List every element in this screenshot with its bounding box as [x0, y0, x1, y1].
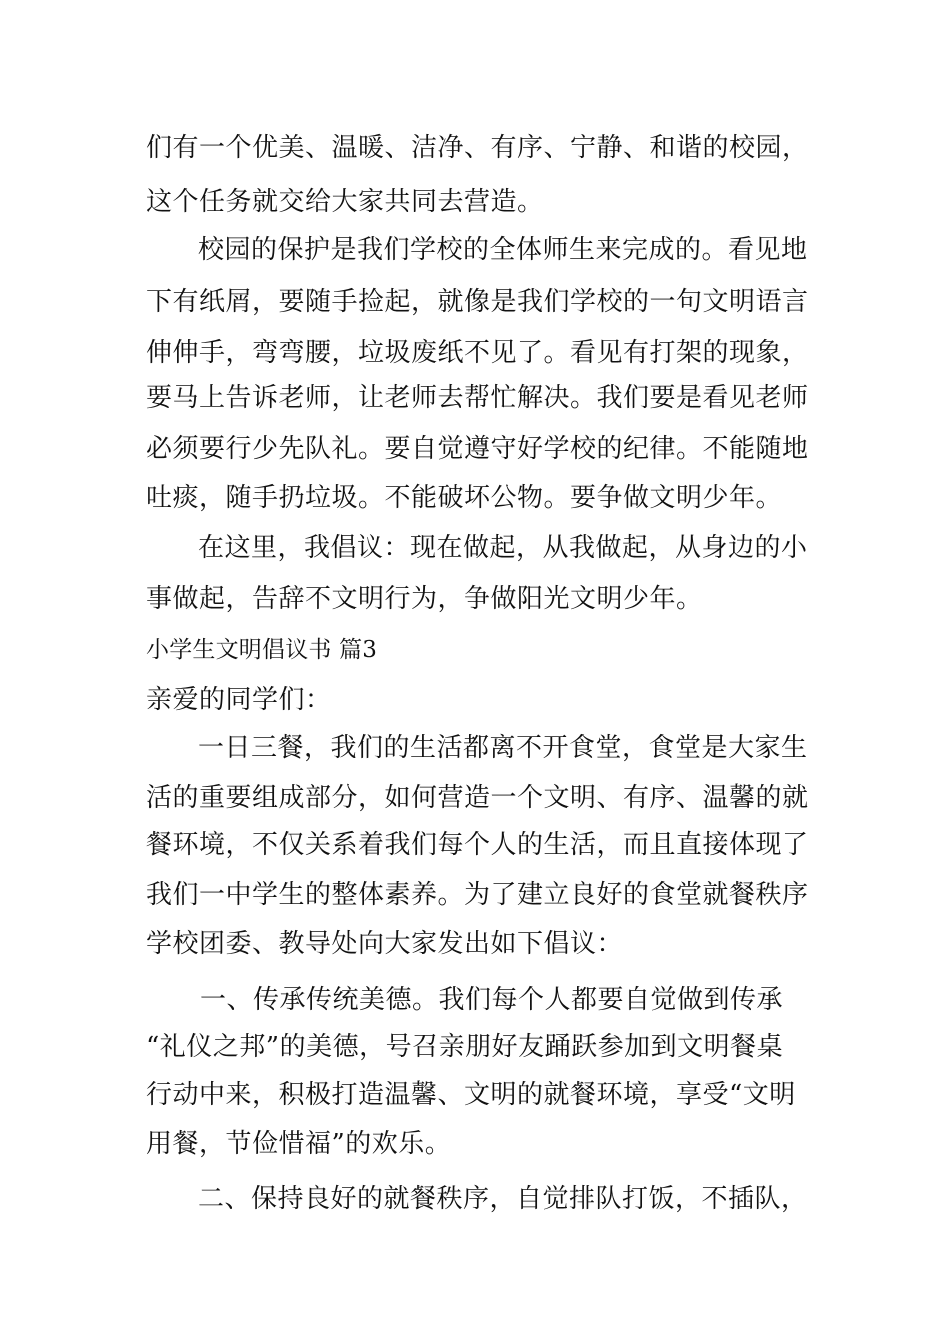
paragraph-line: 用餐，节俭惜福”的欢乐。: [146, 1129, 452, 1159]
paragraph-line: 校园的保护是我们学校的全体师生来完成的。看见地: [198, 235, 808, 265]
paragraph-line: 一、传承传统美德。我们每个人都要自觉做到传承: [200, 985, 784, 1015]
paragraph-line: 必须要行少先队礼。要自觉遵守好学校的纪律。不能随地: [146, 434, 809, 464]
paragraph-line: 要马上告诉老师，让老师去帮忙解决。我们要是看见老师: [146, 383, 809, 413]
paragraph-line: 一日三餐，我们的生活都离不开食堂，食堂是大家生: [198, 733, 808, 763]
paragraph-line: 们有一个优美、温暖、洁净、有序、宁静、和谐的校园，: [146, 133, 809, 163]
paragraph-line: 二、保持良好的就餐秩序，自觉排队打饭，不插队，: [198, 1184, 808, 1214]
paragraph-line: 餐环境，不仅关系着我们每个人的生活，而且直接体现了: [146, 830, 809, 860]
paragraph-line: 在这里，我倡议：现在做起，从我做起，从身边的小: [198, 533, 808, 563]
paragraph-line: 活的重要组成部分，如何营造一个文明、有序、温馨的就: [146, 783, 809, 813]
paragraph-line: 学校团委、教导处向大家发出如下倡议：: [146, 929, 624, 959]
paragraph-line: 吐痰，随手扔垃圾。不能破坏公物。要争做文明少年。: [146, 483, 783, 513]
section-heading: 小学生文明倡议书 篇3: [146, 637, 378, 663]
salutation: 亲爱的同学们：: [146, 685, 332, 715]
paragraph-line: 行动中来，积极打造温馨、文明的就餐环境，享受“文明: [146, 1080, 796, 1110]
paragraph-line: 这个任务就交给大家共同去营造。: [146, 187, 544, 217]
paragraph-line: 事做起，告辞不文明行为，争做阳光文明少年。: [146, 584, 703, 614]
paragraph-line: “礼仪之邦”的美德，号召亲朋好友踊跃参加到文明餐桌: [146, 1032, 784, 1062]
paragraph-line: 伸伸手，弯弯腰，垃圾废纸不见了。看见有打架的现象，: [146, 338, 809, 368]
paragraph-line: 我们一中学生的整体素养。为了建立良好的食堂就餐秩序: [146, 880, 809, 910]
paragraph-line: 下有纸屑，要随手捡起，就像是我们学校的一句文明语言: [146, 287, 809, 317]
